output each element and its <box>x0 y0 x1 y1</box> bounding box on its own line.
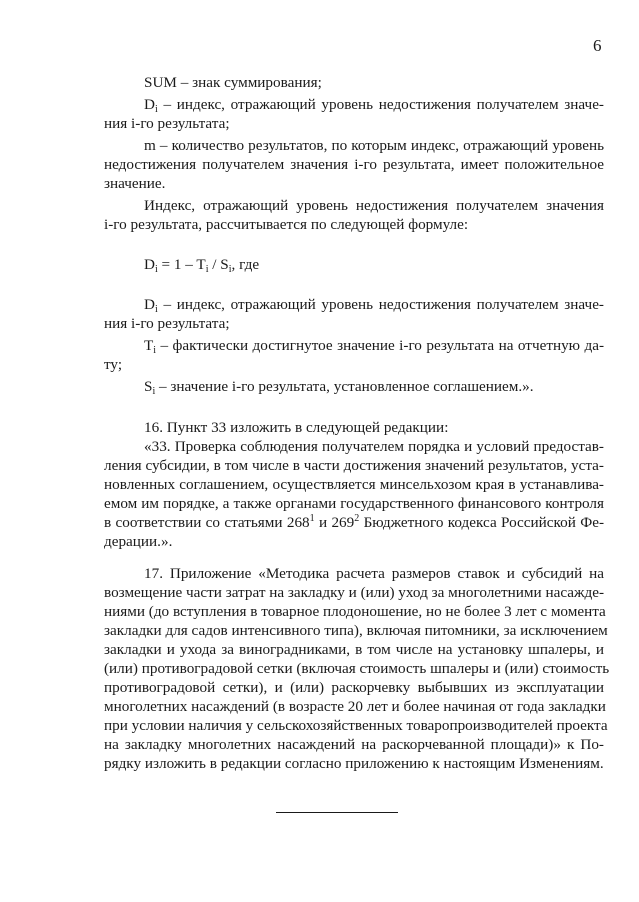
formula-part: , где <box>231 256 260 273</box>
symbol: D <box>144 296 155 313</box>
subscript: i <box>153 345 157 356</box>
text-span: в соответствии со статьями 268 <box>104 514 310 531</box>
formula-part: = 1 – T <box>157 256 206 273</box>
text-line <box>144 95 604 114</box>
text-line: закладки для садов интенсивного типа), включая питомники, за исключением <box>104 622 608 639</box>
text-line: емом им порядке, а также органами государственного финансового контроля <box>104 495 604 512</box>
subscript: i <box>228 264 232 275</box>
text-span: и 269 <box>314 514 355 531</box>
text-span: – фактически достигнутое значение i-го результата на отчетную да- <box>156 337 604 354</box>
text-line: новленных соглашением, осуществляется минсельхозом края в устанавлива- <box>104 476 604 493</box>
text-span: – индекс, отражающий уровень недостижения получателем значе- <box>157 296 604 313</box>
text-line: ту; <box>104 356 123 373</box>
text-line: ниями (до вступления в товарное плодоношение, но не более 3 лет с момента <box>104 603 606 620</box>
text-span: Бюджетного кодекса Российской Фе- <box>359 514 604 531</box>
text-line: m – количество результатов, по которым индекс, отражающий уровень <box>144 137 604 154</box>
text-line: значение. <box>104 175 166 192</box>
text-line: i-го результата, рассчитывается по следующей формуле: <box>104 216 469 233</box>
text-line: (или) противоградовой сетки (включая стоимость шпалеры и (или) стоимость <box>104 660 610 677</box>
text-line <box>144 336 604 355</box>
text-span: – индекс, отражающий уровень недостижения получателем значе- <box>157 96 604 113</box>
subscript: i <box>154 104 158 115</box>
text-line: закладки и ухода за виноградниками, в том числе на установку шпалеры, и <box>104 641 604 658</box>
text-line <box>104 513 604 532</box>
text-line <box>144 295 604 314</box>
text-line: при условии наличия у сельскохозяйственных товаропроизводителей проекта <box>104 717 608 734</box>
subscript: i <box>152 386 156 397</box>
text-line: дерации.». <box>104 533 173 550</box>
text-line: возмещение части затрат на закладку и (или) уход за многолетними насажде- <box>104 584 605 601</box>
text-line: Индекс, отражающий уровень недостижения получателем значения <box>144 197 604 214</box>
formula-part: / S <box>208 256 229 273</box>
text-line: рядку изложить в редакции согласно приложению к настоящим Изменениям. <box>104 755 604 772</box>
symbol: D <box>144 96 155 113</box>
subscript: i <box>154 304 158 315</box>
superscript: 1 <box>309 513 315 524</box>
text-span: – значение i-го результата, установленное соглашением.». <box>155 378 534 395</box>
closing-rule <box>276 812 398 813</box>
symbol: T <box>144 337 154 354</box>
text-line: противоградовой сетки), и (или) раскорчевку выбывших из эксплуатации <box>104 679 604 696</box>
text-line: многолетних насаждений (в возрасте 20 лет и более начиная от года закладки <box>104 698 606 715</box>
text-line: 16. Пункт 33 изложить в следующей редакции: <box>144 419 449 436</box>
text-line: недостижения получателем значения i-го результата, имеет положительное <box>104 156 604 173</box>
text-line: 17. Приложение «Методика расчета размеров ставок и субсидий на <box>144 565 604 582</box>
text-line: «33. Проверка соблюдения получателем порядка и условий предостав- <box>144 438 604 455</box>
text-line: на закладку многолетних насаждений на раскорчеванной площади)» к По- <box>104 736 604 753</box>
superscript: 2 <box>354 513 360 524</box>
formula-part: D <box>144 256 155 273</box>
page-number: 6 <box>593 36 602 55</box>
subscript: i <box>154 264 158 275</box>
text-line: ния i-го результата; <box>104 115 230 132</box>
symbol: S <box>144 378 153 395</box>
text-line: ления субсидии, в том числе в части достижения значений результатов, уста- <box>104 457 604 474</box>
text-line: ния i-го результата; <box>104 315 230 332</box>
text-line <box>144 377 604 396</box>
formula <box>144 255 604 274</box>
text-line: SUM – знак суммирования; <box>144 74 322 91</box>
subscript: i <box>205 264 209 275</box>
